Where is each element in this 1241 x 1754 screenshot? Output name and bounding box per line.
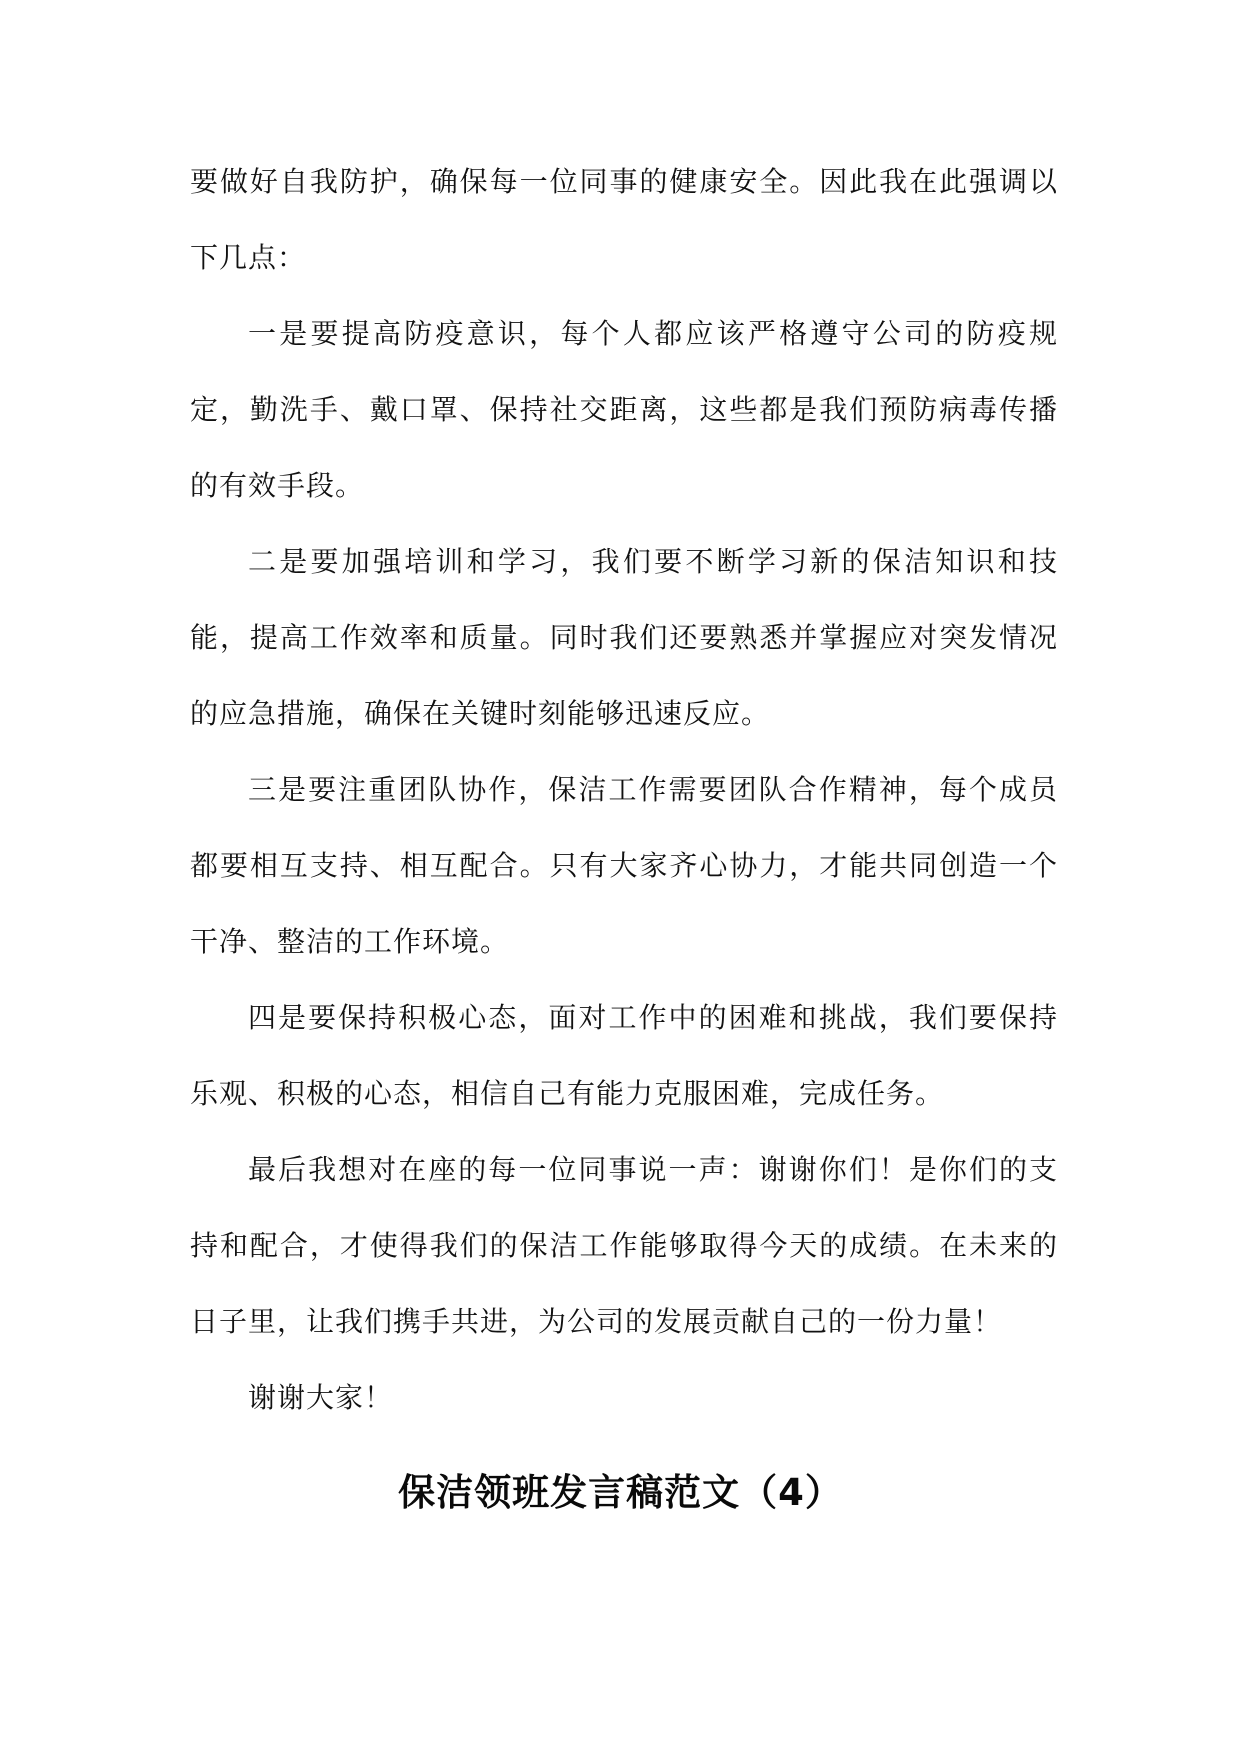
paragraph-point-two: 二是要加强培训和学习，我们要不断学习新的保洁知识和技能，提高工作效率和质量。同时我们还要熟悉并掌握应对突发情况的应急措施，确保在关键时刻能够迅速反应。 [190,545,1058,730]
section-heading: 保洁领班发言稿范文（4） [398,1471,843,1514]
paragraph-point-four: 四是要保持积极心态，面对工作中的困难和挑战，我们要保持乐观、积极的心态，相信自己有能力克服困难，完成任务。 [190,1001,1058,1110]
paragraph-point-three: 三是要注重团队协作，保洁工作需要团队合作精神，每个成员都要相互支持、相互配合。只有大家齐心协力，才能共同创造一个干净、整洁的工作环境。 [190,773,1058,958]
paragraph-closing: 最后我想对在座的每一位同事说一声：谢谢你们！是你们的支持和配合，才使得我们的保洁工作能够取得今天的成绩。在未来的日子里，让我们携手共进，为公司的发展贡献自己的一份力量！ [190,1153,1058,1338]
paragraph-point-one: 一是要提高防疫意识，每个人都应该严格遵守公司的防疫规定，勤洗手、戴口罩、保持社交距离，这些都是我们预防病毒传播的有效手段。 [190,317,1058,502]
document-body [190,144,1058,1436]
paragraph-continuation: 要做好自我防护，确保每一位同事的健康安全。因此我在此强调以下几点： [190,165,1058,274]
paragraph-thanks: 谢谢大家！ [248,1381,394,1414]
